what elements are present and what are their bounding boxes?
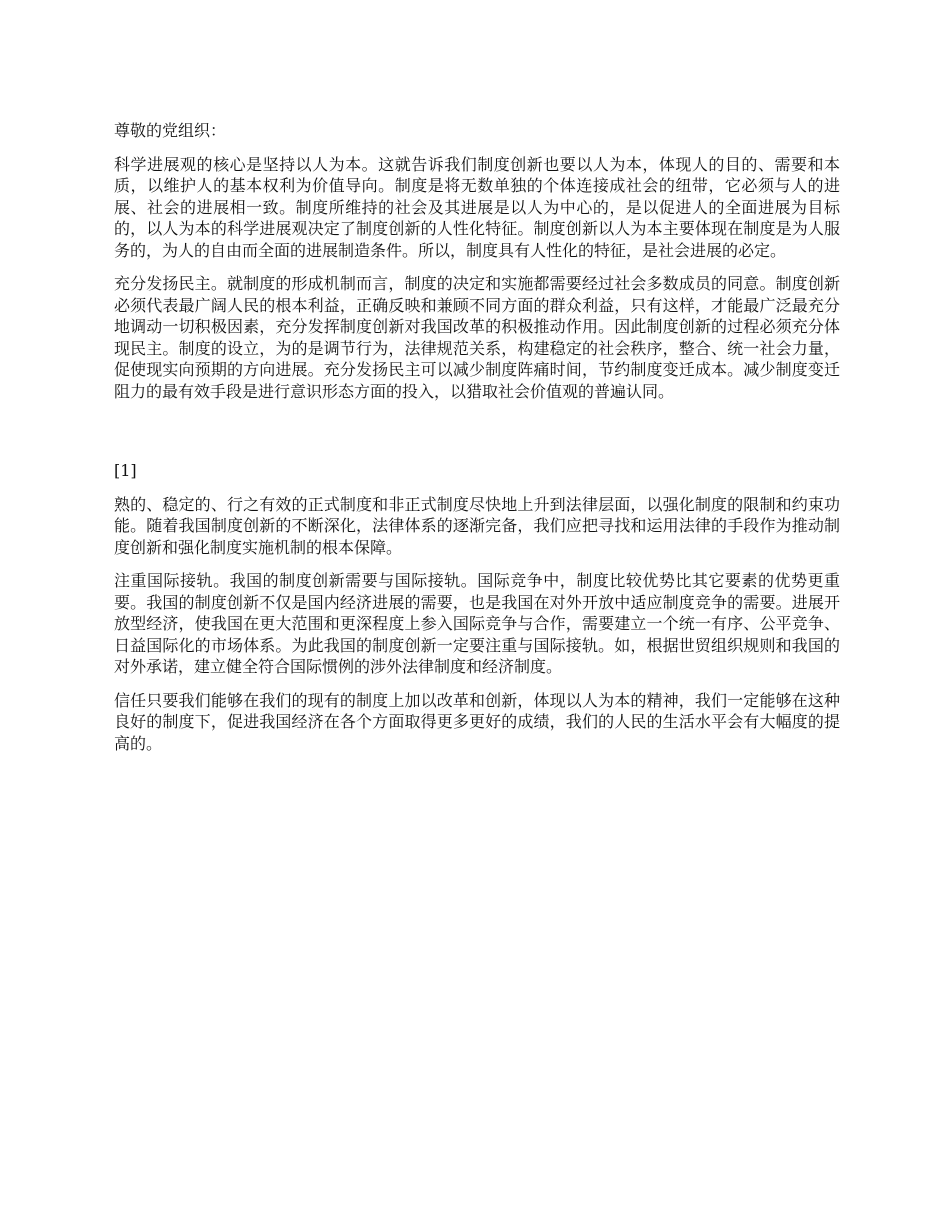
- paragraph-international: 注重国际接轨。我国的制度创新需要与国际接轨。国际竞争中，制度比较优势比其它要素的优势更重要。我国的制度创新不仅是国内经济进展的需要，也是我国在对外开放中适应制度竞争的需要。进展开放型经济，使我国在更大范围和更深程度上参入国际竞争与合作，需要建立一个统一有序、公平竞争、日益国际化的市场体系。为此我国的制度创新一定要注重与国际接轨。如，根据世贸组织规则和我国的对外承诺，建立健全符合国际惯例的涉外法律制度和经济制度。: [114, 571, 840, 676]
- section-gap: [114, 414, 840, 460]
- document-body: [114, 120, 840, 766]
- paragraph-conclusion: 信任只要我们能够在我们的现有的制度上加以改革和创新，体现以人为本的精神，我们一定能够在这种良好的制度下，促进我国经济在各个方面取得更多更好的成绩，我们的人民的生活水平会有大幅度的提高的。: [114, 690, 840, 753]
- footnote-marker: [1]: [114, 461, 137, 480]
- salutation: 尊敬的党组织：: [114, 121, 227, 140]
- paragraph-democracy: 充分发扬民主。就制度的形成机制而言，制度的决定和实施都需要经过社会多数成员的同意。制度创新必须代表最广阔人民的根本利益，正确反映和兼顾不同方面的群众利益，只有这样，才能最广泛最充分地调动一切积极因素，充分发挥制度创新对我国改革的积极推动作用。因此制度创新的过程必须充分体现民主。制度的设立，为的是调节行为，法律规范关系，构建稳定的社会秩序，整合、统一社会力量，促使现实向预期的方向进展。充分发扬民主可以减少制度阵痛时间，节约制度变迁成本。减少制度变迁阻力的最有效手段是进行意识形态方面的投入，以猎取社会价值观的普遍认同。: [114, 274, 840, 401]
- paragraph-people-oriented: 科学进展观的核心是坚持以人为本。这就告诉我们制度创新也要以人为本，体现人的目的、需要和本质，以维护人的基本权利为价值导向。制度是将无数单独的个体连接成社会的纽带，它必须与人的进展、社会的进展相一致。制度所维持的社会及其进展是以人为中心的，是以促进人的全面进展为目标的，以人为本的科学进展观决定了制度创新的人性化特征。制度创新以人为本主要体现在制度是为人服务的，为人的自由而全面的进展制造条件。所以，制度具有人性化的特征，是社会进展的必定。: [114, 154, 840, 260]
- paragraph-legal-system: 熟的、稳定的、行之有效的正式制度和非正式制度尽快地上升到法律层面，以强化制度的限制和约束功能。随着我国制度创新的不断深化，法律体系的逐渐完备，我们应把寻找和运用法律的手段作为推动制度创新和强化制度实施机制的根本保障。: [114, 494, 840, 557]
